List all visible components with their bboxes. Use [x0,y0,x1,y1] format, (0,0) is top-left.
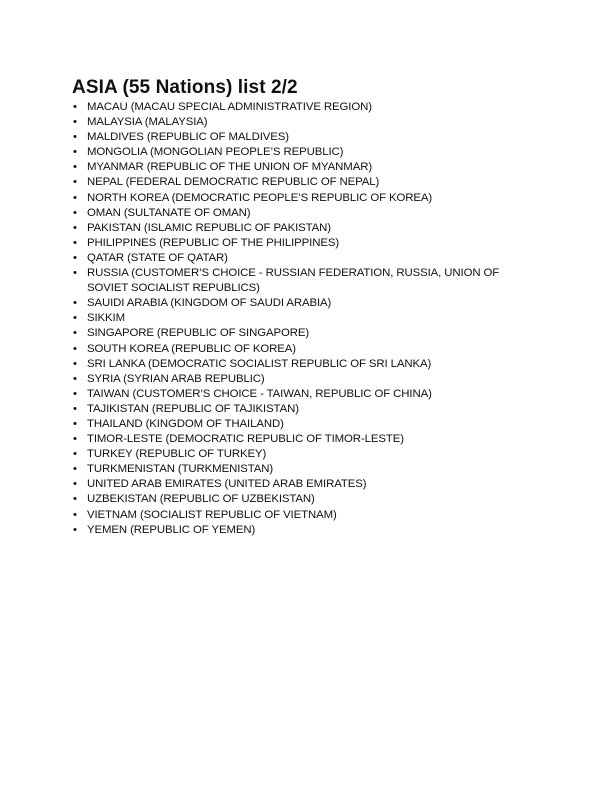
list-item [72,417,542,432]
list-item-text: RUSSIA (CUSTOMER’S CHOICE - RUSSIAN FEDERATION, RUSSIA, UNION OF SOVIET SOCIALIST REPUBLICS) [87,267,500,295]
list-item [72,387,542,402]
list-item-text: TURKMENISTAN (TURKMENISTAN) [87,463,274,476]
list-item-text: PHILIPPINES (REPUBLIC OF THE PHILIPPINES) [87,236,340,249]
list-item-text: SAUIDI ARABIA (KINGDOM OF SAUDI ARABIA) [87,297,332,310]
list-item [72,477,542,492]
bullet-icon: • [73,342,77,355]
list-item-text: MACAU (MACAU SPECIAL ADMINISTRATIVE REGION) [87,101,372,113]
bullet-icon: • [73,463,77,476]
bullet-icon: • [73,176,77,189]
list-item-text: MYANMAR (REPUBLIC OF THE UNION OF MYANMAR) [87,161,373,174]
list-item [72,447,542,462]
list-item-text: QATAR (STATE OF QATAR) [87,251,228,264]
list-item [72,206,542,221]
bullet-icon: • [73,327,77,340]
bullet-icon: • [73,433,77,446]
list-item [72,342,542,357]
list-item-text: UNITED ARAB EMIRATES (UNITED ARAB EMIRATES) [87,478,367,491]
list-item [72,100,542,115]
list-item [72,311,542,326]
list-item [72,296,542,311]
list-item [72,357,542,372]
list-item-text: UZBEKISTAN (REPUBLIC OF UZBEKISTAN) [87,493,315,506]
bullet-icon: • [73,116,77,129]
list-item [72,145,542,160]
bullet-icon: • [73,131,77,144]
list-item [72,402,542,417]
list-item-text: NEPAL (FEDERAL DEMOCRATIC REPUBLIC OF NEPAL) [87,176,380,189]
bullet-icon: • [73,508,77,521]
bullet-icon: • [73,402,77,415]
list-item-text: MONGOLIA (MONGOLIAN PEOPLE’S REPUBLIC) [87,146,344,159]
list-item [72,251,542,266]
list-item [72,266,542,296]
list-item [72,492,542,507]
list-item [72,130,542,145]
list-item-text: THAILAND (KINGDOM OF THAILAND) [87,417,284,430]
bullet-icon: • [73,236,77,249]
bullet-icon: • [73,357,77,370]
list-item [72,236,542,251]
list-item-text: SYRIA (SYRIAN ARAB REPUBLIC) [87,372,265,385]
list-item-text: TAIWAN (CUSTOMER’S CHOICE - TAIWAN, REPUBLIC OF CHINA) [87,387,432,400]
bullet-icon: • [73,161,77,174]
list-item [72,508,542,523]
list-item-text: NORTH KOREA (DEMOCRATIC PEOPLE’S REPUBLIC OF KOREA) [87,191,433,204]
list-item-text: MALAYSIA (MALAYSIA) [87,116,208,129]
list-item-text: TURKEY (REPUBLIC OF TURKEY) [87,448,267,461]
list-item [72,175,542,190]
bullet-icon: • [73,101,77,113]
nation-list [72,100,542,538]
list-item [72,191,542,206]
bullet-icon: • [73,493,77,506]
bullet-icon: • [73,387,77,400]
list-item [72,462,542,477]
list-item-text: SRI LANKA (DEMOCRATIC SOCIALIST REPUBLIC OF SRI LANKA) [87,357,432,370]
list-item-text: TAJIKISTAN (REPUBLIC OF TAJIKISTAN) [87,402,299,415]
bullet-icon: • [73,297,77,310]
page-title: ASIA (55 Nations) list 2/2 [72,77,298,98]
list-item-text: PAKISTAN (ISLAMIC REPUBLIC OF PAKISTAN) [87,221,331,234]
list-item-text: OMAN (SULTANATE OF OMAN) [87,206,251,219]
list-item [72,432,542,447]
list-item-text: SIKKIM [87,312,126,325]
bullet-icon: • [73,417,77,430]
list-item [72,160,542,175]
document-page [72,77,542,538]
bullet-icon: • [73,206,77,219]
bullet-icon: • [73,267,77,280]
list-item-text: YEMEN (REPUBLIC OF YEMEN) [87,523,256,536]
bullet-icon: • [73,372,77,385]
list-item-text: TIMOR-LESTE (DEMOCRATIC REPUBLIC OF TIMOR-LESTE) [87,433,404,446]
bullet-icon: • [73,448,77,461]
list-item [72,326,542,341]
list-item [72,523,542,538]
list-item [72,372,542,387]
bullet-icon: • [73,251,77,264]
list-item-text: SINGAPORE (REPUBLIC OF SINGAPORE) [87,327,310,340]
list-item-text: MALDIVES (REPUBLIC OF MALDIVES) [87,131,289,144]
bullet-icon: • [73,221,77,234]
bullet-icon: • [73,312,77,325]
bullet-icon: • [73,478,77,491]
list-item [72,115,542,130]
list-item-text: VIETNAM (SOCIALIST REPUBLIC OF VIETNAM) [87,508,337,521]
bullet-icon: • [73,191,77,204]
list-item [72,221,542,236]
bullet-icon: • [73,146,77,159]
list-item-text: SOUTH KOREA (REPUBLIC OF KOREA) [87,342,296,355]
bullet-icon: • [73,523,77,536]
